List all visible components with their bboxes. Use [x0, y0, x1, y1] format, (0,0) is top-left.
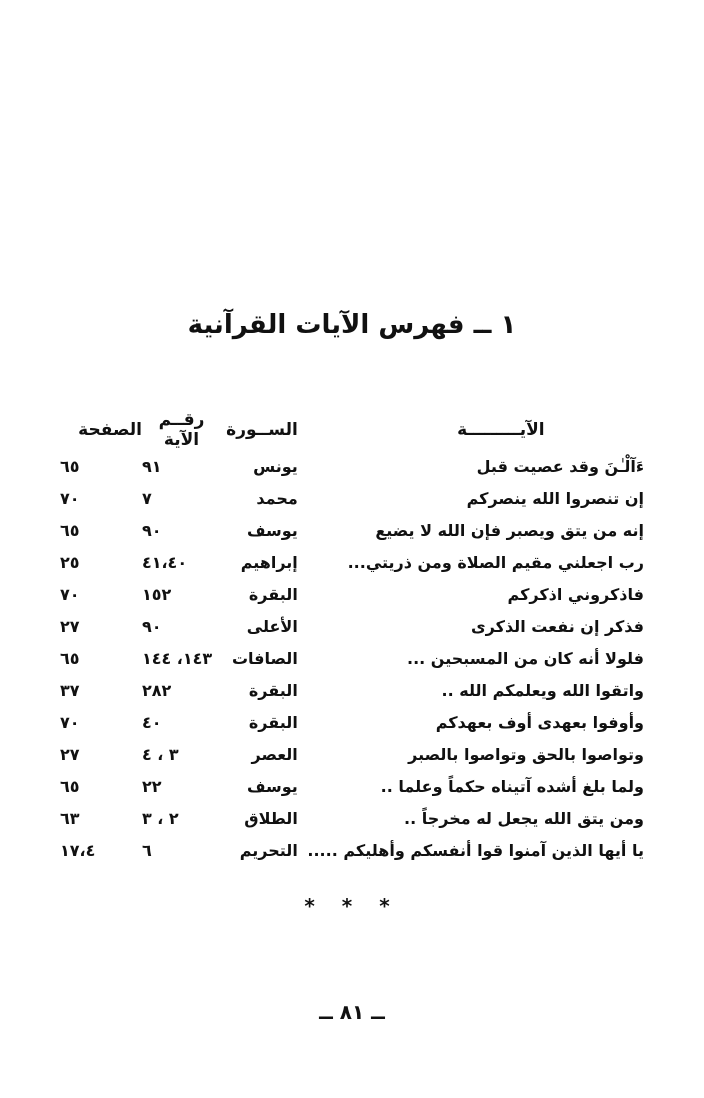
- sura-name: إبراهيم: [240, 552, 298, 572]
- verse-number: ٧: [141, 488, 152, 508]
- table-row: [60, 642, 644, 674]
- verse-number: ٢ ، ٣: [141, 808, 179, 828]
- verse-number: ٤٠: [141, 712, 162, 732]
- verse-text: ولما بلغ أشده آتيناه حكماً وعلما ..: [380, 776, 644, 796]
- sura-name: محمد: [256, 488, 298, 508]
- header-verse: الآيـــــــــة: [457, 420, 545, 440]
- verse-number: ٩٠: [141, 616, 162, 636]
- page-ref: ٧٠: [60, 584, 80, 604]
- section-separator: * * *: [304, 894, 400, 918]
- sura-name: البقرة: [248, 680, 298, 700]
- page-ref: ٦٥: [60, 776, 80, 796]
- table-header-row: [60, 410, 644, 450]
- table-row: [60, 450, 644, 482]
- table-row: [60, 674, 644, 706]
- table-row: [60, 834, 644, 866]
- verse-number: ٤١،٤٠: [141, 552, 188, 572]
- page-ref: ٧٠: [60, 712, 80, 732]
- table-row: [60, 610, 644, 642]
- sura-name: التحريم: [239, 840, 298, 860]
- header-page: الصفحة: [78, 420, 142, 440]
- page-number: ــ ٨١ ــ: [319, 1000, 385, 1024]
- table-row: [60, 482, 644, 514]
- sura-name: الطلاق: [244, 808, 298, 828]
- page-ref: ٦٥: [60, 520, 80, 540]
- sura-name: البقرة: [248, 584, 298, 604]
- sura-name: الأعلى: [246, 616, 298, 636]
- verse-text: ومن يتق الله يجعل له مخرجاً ..: [403, 808, 644, 828]
- verse-text: فاذكروني اذكركم: [507, 584, 644, 604]
- page-ref: ٢٧: [60, 616, 80, 636]
- page-ref: ٣٧: [60, 680, 80, 700]
- table-row: [60, 738, 644, 770]
- table-row: [60, 578, 644, 610]
- index-title: ١ ــ فهرس الآيات القرآنية: [187, 310, 517, 340]
- table-row: [60, 546, 644, 578]
- header-sura: الســورة: [226, 420, 298, 440]
- verse-text: رب اجعلني مقيم الصلاة ومن ذريتي...: [347, 552, 644, 572]
- page-ref: ٦٣: [60, 808, 80, 828]
- verse-text: يا أيها الذين آمنوا قوا أنفسكم وأهليكم .....: [307, 840, 644, 860]
- verse-number: ٢٢: [141, 776, 162, 796]
- page-ref: ٢٧: [60, 744, 80, 764]
- verse-number: ٣ ، ٤: [141, 744, 179, 764]
- verse-number: ١٥٢: [141, 584, 172, 604]
- page-ref: ٢٥: [60, 552, 80, 572]
- page-ref: ٦٥: [60, 456, 80, 476]
- sura-name: يوسف: [246, 776, 298, 796]
- sura-name: يوسف: [246, 520, 298, 540]
- table-row: [60, 770, 644, 802]
- verse-text: فذكر إن نفعت الذكرى: [471, 616, 644, 636]
- verse-number: ٩٠: [141, 520, 162, 540]
- table-row: [60, 802, 644, 834]
- verse-number: ٦: [141, 840, 152, 860]
- verse-text: واتقوا الله ويعلمكم الله ..: [441, 680, 644, 700]
- verse-text: وتواصوا بالحق وتواصوا بالصبر: [408, 744, 644, 764]
- sura-name: يونس: [253, 456, 298, 476]
- verse-number: ١٤٣، ١٤٤: [141, 648, 213, 668]
- verse-text: إنه من يتق ويصبر فإن الله لا يضيع: [375, 520, 644, 540]
- table-row: [60, 706, 644, 738]
- verse-text: فلولا أنه كان من المسبحين ...: [407, 648, 644, 668]
- verse-text: وأوفوا بعهدى أوف بعهدكم: [435, 712, 644, 732]
- page-ref: ١٧،٤: [60, 840, 96, 860]
- table-row: [60, 514, 644, 546]
- verse-number: ٩١: [141, 456, 162, 476]
- sura-name: البقرة: [248, 712, 298, 732]
- sura-name: العصر: [251, 744, 298, 764]
- header-verse-number: رقــم الآية: [158, 410, 205, 450]
- quran-verses-index-table: [60, 410, 644, 866]
- verse-text: ءَآلْـٰنَ وقد عصيت قبل: [476, 456, 644, 476]
- verse-text: إن تنصروا الله ينصركم: [466, 488, 644, 508]
- page-ref: ٧٠: [60, 488, 80, 508]
- page-ref: ٦٥: [60, 648, 80, 668]
- sura-name: الصافات: [231, 648, 298, 668]
- verse-number: ٢٨٢: [141, 680, 172, 700]
